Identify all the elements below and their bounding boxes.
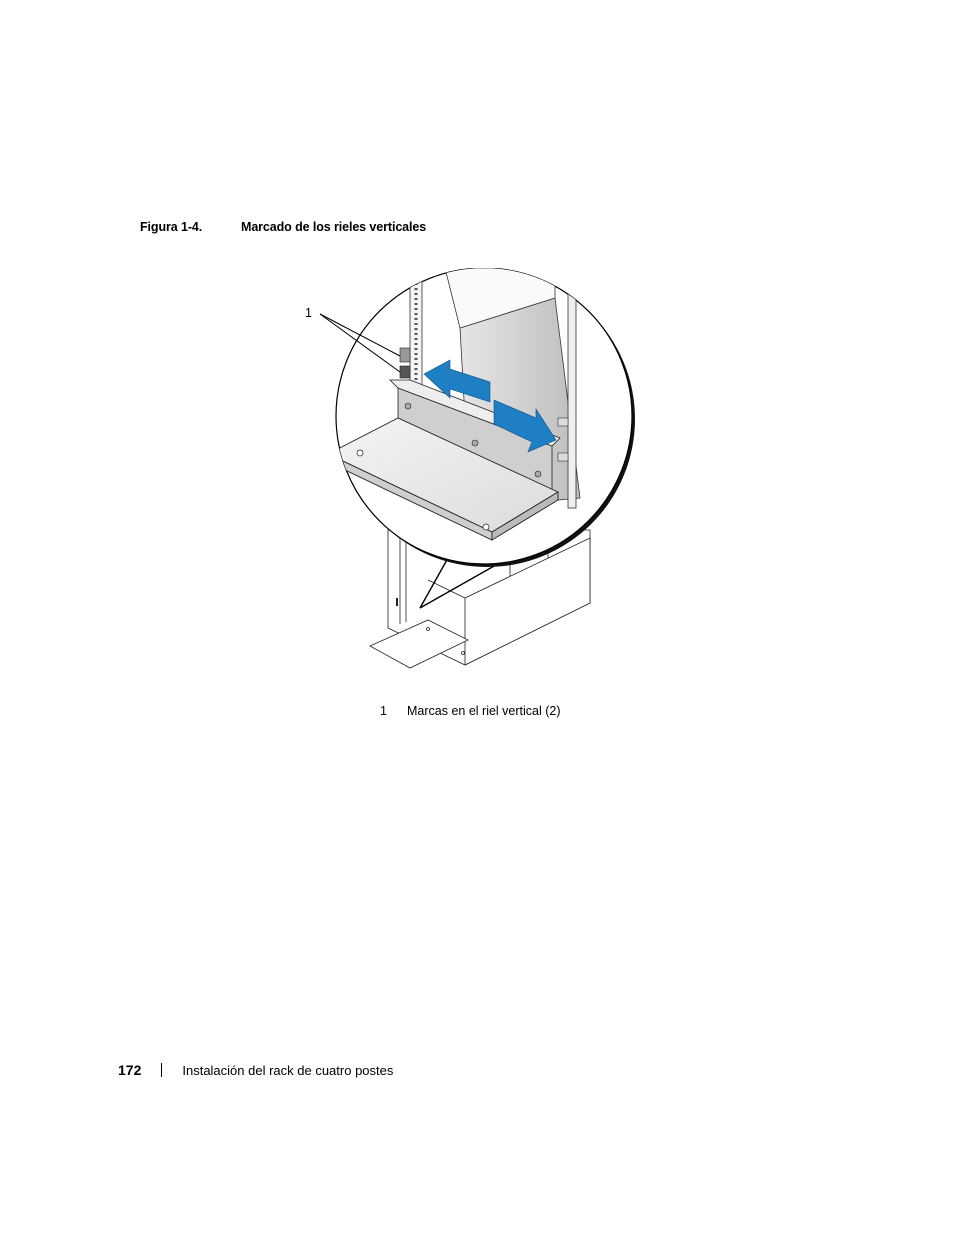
callout-number: 1: [305, 306, 312, 320]
section-title: Instalación del rack de cuatro postes: [182, 1062, 394, 1078]
figure-title: Marcado de los rieles verticales: [241, 220, 427, 234]
legend-number: 1: [380, 704, 387, 718]
legend-text: Marcas en el riel vertical (2): [407, 704, 561, 718]
figure-number: Figura 1-4.: [140, 220, 203, 234]
figure-caption: [140, 220, 426, 234]
page-footer: [118, 1062, 393, 1078]
rack-rail-drawing: [300, 268, 640, 698]
footer-divider: [161, 1063, 162, 1077]
figure-legend: [380, 704, 561, 718]
magnified-detail: [328, 268, 635, 567]
rack-rail-illustration: [300, 268, 640, 698]
page-number: 172: [118, 1062, 142, 1078]
